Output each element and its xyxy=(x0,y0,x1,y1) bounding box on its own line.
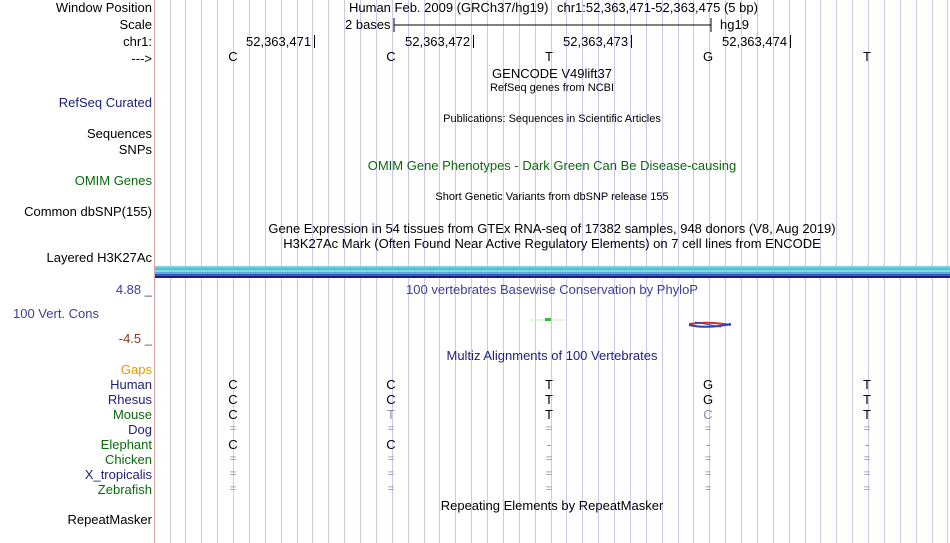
alignment-base: = xyxy=(387,423,395,435)
coordinate-tick xyxy=(631,35,632,48)
dbsnp-track-title: Short Genetic Variants from dbSNP release 155 xyxy=(435,191,669,203)
multiz-track-title: Multiz Alignments of 100 Vertebrates xyxy=(446,348,658,363)
species-label-x_tropicalis[interactable]: X_tropicalis xyxy=(84,467,152,482)
alignment-base: - xyxy=(546,437,552,452)
alignment-base: = xyxy=(229,483,237,495)
alignment-base: - xyxy=(864,437,870,452)
alignment-base: G xyxy=(702,377,714,392)
publications-track-title: Publications: Sequences in Scientific Articles xyxy=(443,113,661,125)
alignment-base: = xyxy=(863,483,871,495)
track-labels xyxy=(0,0,155,543)
cons-track-label[interactable]: 100 Vert. Cons xyxy=(13,306,99,321)
alignment-base: C xyxy=(386,377,396,392)
cons-max-label: 4.88 _ xyxy=(115,282,152,297)
alignment-base: = xyxy=(545,423,553,435)
alignment-base: = xyxy=(545,453,553,465)
reference-base: C xyxy=(386,49,396,64)
reference-base: T xyxy=(863,49,871,64)
alignment-base: C xyxy=(386,437,396,452)
alignment-base: = xyxy=(545,483,553,495)
species-label-rhesus[interactable]: Rhesus xyxy=(107,392,152,407)
alignment-base: = xyxy=(229,423,237,435)
alignment-base: = xyxy=(387,468,395,480)
reference-base: T xyxy=(545,49,553,64)
alignment-base: T xyxy=(863,377,871,392)
alignment-base: C xyxy=(228,377,238,392)
species-label-zebrafish[interactable]: Zebrafish xyxy=(97,482,152,497)
alignment-base: = xyxy=(704,483,712,495)
coordinate-tick xyxy=(473,35,474,48)
species-label-mouse[interactable]: Mouse xyxy=(112,407,152,422)
repeatmasker-track-label[interactable]: RepeatMasker xyxy=(67,512,152,527)
chromosome-label: chr1: xyxy=(123,34,152,49)
scale-label: Scale xyxy=(119,17,152,32)
alignment-base: T xyxy=(545,407,553,422)
alignment-base: G xyxy=(702,392,714,407)
coordinate-label: 52,363,474 xyxy=(722,34,788,49)
window-position-label: Window Position xyxy=(55,0,152,15)
h3k27ac-track-title: H3K27Ac Mark (Often Found Near Active Regulatory Elements) on 7 cell lines from ENCODE xyxy=(283,236,821,251)
alignment-base: C xyxy=(228,392,238,407)
refseq-track-label[interactable]: RefSeq Curated xyxy=(58,95,152,110)
species-label-dog[interactable]: Dog xyxy=(128,422,152,437)
reference-base: G xyxy=(702,49,714,64)
alignment-base: = xyxy=(704,453,712,465)
gencode-track-title: GENCODE V49lift37 xyxy=(492,66,612,81)
alignment-base: = xyxy=(545,468,553,480)
alignment-base: C xyxy=(228,407,238,422)
omim-track-title: OMIM Gene Phenotypes - Dark Green Can Be Disease-causing xyxy=(367,158,737,173)
omim-track-label[interactable]: OMIM Genes xyxy=(74,173,152,188)
h3k27ac-track-label[interactable]: Layered H3K27Ac xyxy=(46,250,152,265)
dbsnp-track-label[interactable]: Common dbSNP(155) xyxy=(24,204,152,219)
cons-track-title: 100 vertebrates Basewise Conservation by PhyloP xyxy=(406,282,698,297)
alignment-base: = xyxy=(704,468,712,480)
snps-track-label[interactable]: SNPs xyxy=(118,142,152,157)
alignment-base: C xyxy=(386,392,396,407)
alignment-base: = xyxy=(863,468,871,480)
cons-min-label: -4.5 _ xyxy=(118,331,152,346)
species-label-chicken[interactable]: Chicken xyxy=(105,452,152,467)
coordinate-label: 52,363,471 xyxy=(246,34,312,49)
sequences-track-label[interactable]: Sequences xyxy=(86,126,152,141)
alignment-base: = xyxy=(863,453,871,465)
gaps-label: Gaps xyxy=(120,362,152,377)
alignment-base: T xyxy=(863,392,871,407)
alignment-base: = xyxy=(863,423,871,435)
alignment-base: T xyxy=(545,392,553,407)
alignment-base: C xyxy=(228,437,238,452)
alignment-base: T xyxy=(863,407,871,422)
alignment-base: - xyxy=(705,437,711,452)
coordinate-tick xyxy=(314,35,315,48)
h3k27ac-signal-bands xyxy=(155,266,950,278)
coordinate-label: 52,363,473 xyxy=(563,34,629,49)
repeatmasker-track-title: Repeating Elements by RepeatMasker xyxy=(440,498,664,513)
alignment-base: T xyxy=(545,377,553,392)
strand-label: ---> xyxy=(131,51,152,66)
scale-bar xyxy=(393,17,713,33)
browser-image[interactable] xyxy=(155,0,950,543)
coordinate-label: 52,363,472 xyxy=(405,34,471,49)
alignment-base: = xyxy=(229,453,237,465)
conservation-plot xyxy=(155,312,950,336)
position-readout: chr1:52,363,471-52,363,475 (5 bp) xyxy=(557,0,758,15)
alignment-base: = xyxy=(387,453,395,465)
scale-db-text: hg19 xyxy=(720,17,749,32)
refseq-track-title: RefSeq genes from NCBI xyxy=(489,82,615,94)
alignment-base: C xyxy=(703,407,713,422)
coordinate-tick xyxy=(790,35,791,48)
alignment-base: T xyxy=(387,407,395,422)
alignment-base: = xyxy=(704,423,712,435)
alignment-base: = xyxy=(229,468,237,480)
species-label-elephant[interactable]: Elephant xyxy=(100,437,152,452)
species-label-human[interactable]: Human xyxy=(110,377,152,392)
alignment-base: = xyxy=(387,483,395,495)
gtex-track-title: Gene Expression in 54 tissues from GTEx RNA-seq of 17382 samples, 948 donors (V8, Aug 2019) xyxy=(268,221,836,236)
assembly-title: Human Feb. 2009 (GRCh37/hg19) xyxy=(349,0,549,15)
reference-base: C xyxy=(228,49,238,64)
scale-bases-text: 2 bases xyxy=(345,17,391,32)
